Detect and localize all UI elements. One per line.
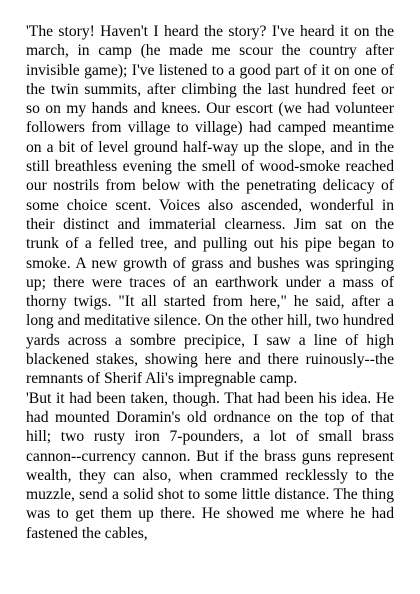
document-page [26,22,394,543]
paragraph-story-escort: 'The story! Haven't I heard the story? I've heard it on the march, in camp (he made me scour the country after invisible game); I've listened to a good part of it on one of the twin summits, after climbing the last hundred feet or so on my hands and knees. Our escort (we had volunteer followers from village to village) had camped meantime on a bit of level ground half-way up the slope, and in the still breathless evening the smell of wood-smoke reached our nostrils from below with the penetrating delicacy of some choice scent. Voices also ascended, wonderful in their distinct and immaterial clearness. Jim sat on the trunk of a felled tree, and pulling out his pipe began to smoke. A new growth of grass and bushes was springing up; there were traces of an earthwork under a mass of thorny twigs. "It all started from here," he said, after a long and meditative silence. On the other hill, two hundred yards across a sombre precipice, I saw a line of high blackened stakes, showing here and there ruinously--the remnants of Sherif Ali's impregnable camp. [26,23,394,388]
paragraph-doramin-ordnance: 'But it had been taken, though. That had been his idea. He had mounted Doramin's old ordnance on the top of that hill; two rusty iron 7-pounders, a lot of small brass cannon--currency cannon. But if the brass guns represent wealth, they can also, when crammed recklessly to the muzzle, send a solid shot to some little distance. The thing was to get them up there. He showed me where he had fastened the cables, [26,389,394,542]
